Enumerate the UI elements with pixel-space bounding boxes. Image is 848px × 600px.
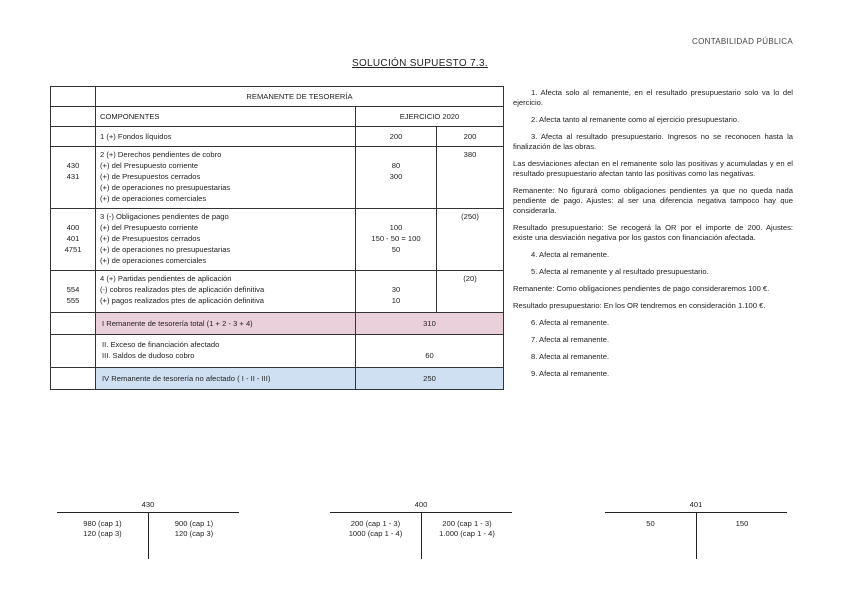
note-remanente-2: Remanente: Como obligaciones pendientes de pago consideraremos 100 €. <box>513 284 770 293</box>
notes-column <box>513 88 793 386</box>
note-2: 2. Afecta tanto al remanente como al ejercicio presupuestario. <box>531 115 740 124</box>
cobro-codes: 430 431 <box>51 147 96 209</box>
cobro-values: 80 300 <box>356 147 437 209</box>
t-account-credit: 150 <box>735 519 749 528</box>
t-account-title: 430 <box>141 500 155 509</box>
exceso-value: 60 <box>356 335 504 368</box>
pago-codes: 400 401 4751 <box>51 209 96 271</box>
fondos-value-a: 200 <box>356 127 437 147</box>
partidas-values: 30 10 <box>356 271 437 313</box>
table-header-row <box>51 107 504 127</box>
t-account-title: 400 <box>414 500 428 509</box>
partidas-codes: 554 555 <box>51 271 96 313</box>
note-8: 8. Afecta al remanente. <box>531 352 610 361</box>
partidas-total: (20) <box>437 271 504 313</box>
t-account-title: 401 <box>689 500 703 509</box>
cobro-total: 380 <box>437 147 504 209</box>
note-desviaciones: Las desviaciones afectan en el remanente solo las positivas y acumuladas y en el resultado presupuestario afectan tanto las positivas como las negativas. <box>513 159 793 178</box>
t-account-debit: 50 <box>605 513 697 559</box>
t-account-debit: 980 (cap 1) 120 (cap 3) <box>57 513 149 559</box>
table-heading: REMANENTE DE TESORERÍA <box>96 87 504 107</box>
note-6: 6. Afecta al remanente. <box>531 318 610 327</box>
partidas-lines: 4 (+) Partidas pendientes de aplicación (-) cobros realizados ptes de aplicación definitiva (+) pagos realizados ptes de aplicación definitiva <box>96 271 356 313</box>
note-resultado-2: Resultado presupuestario: En los OR tendremos en consideración 1.100 €. <box>513 301 766 310</box>
row-partidas <box>51 271 504 313</box>
page-title: SOLUCIÓN SUPUESTO 7.3. <box>352 58 488 69</box>
pago-lines: 3 (-) Obligaciones pendientes de pago (+) del Presupuesto corriente (+) de Presupuestos cerrados (+) de operaciones no presupuestarias (+) de operaciones comerciales <box>96 209 356 271</box>
row-cobro <box>51 147 504 209</box>
t-account-430 <box>57 500 239 559</box>
note-5: 5. Afecta al remanente y al resultado presupuestario. <box>531 267 709 276</box>
row-pago <box>51 209 504 271</box>
total-remanente-label: I Remanente de tesorería total (1 + 2 - 3 + 4) <box>96 313 356 335</box>
fondos-value-b: 200 <box>437 127 504 147</box>
col-components: COMPONENTES <box>96 107 356 127</box>
note-7: 7. Afecta al remanente. <box>531 335 610 344</box>
cobro-lines: 2 (+) Derechos pendientes de cobro (+) del Presupuesto corriente (+) de Presupuestos cerrados (+) de operaciones no presupuestarias (+) de operaciones comerciales <box>96 147 356 209</box>
note-resultado-1: Resultado presupuestario: Se recogerá la OR por el importe de 200. Ajustes: existe una desviación negativa por los gastos con financiación afectada. <box>513 223 793 242</box>
no-afectado-label: IV Remanente de tesorería no afectado ( I - II - III) <box>96 368 356 390</box>
note-remanente-1: Remanente: No figurará como obligaciones pendientes ya que no queda nada pendiente de pago. Ajustes: al ser una diferencia negativa tampoco hay que considerarla. <box>513 186 793 215</box>
total-remanente-value: 310 <box>356 313 504 335</box>
fondos-label: 1 (+) Fondos líquidos <box>96 127 356 147</box>
t-account-400 <box>330 500 512 559</box>
section-header: CONTABILIDAD PÚBLICA <box>692 37 793 46</box>
no-afectado-value: 250 <box>356 368 504 390</box>
row-fondos <box>51 127 504 147</box>
pago-values: 100 150 - 50 = 100 50 <box>356 209 437 271</box>
note-9: 9. Afecta al remanente. <box>531 369 610 378</box>
row-total-remanente <box>51 313 504 335</box>
t-account-credit: 900 (cap 1) 120 (cap 3) <box>174 519 214 538</box>
t-account-401 <box>605 500 787 559</box>
t-account-debit: 200 (cap 1 - 3) 1000 (cap 1 - 4) <box>330 513 422 559</box>
note-1: 1. Afecta solo al remanente, en el resultado presupuestario solo va lo del ejercicio. <box>513 88 793 107</box>
table-heading-row <box>51 87 504 107</box>
t-account-credit: 200 (cap 1 - 3) 1.000 (cap 1 - 4) <box>439 519 495 538</box>
col-year: EJERCICIO 2020 <box>356 107 504 127</box>
note-3: 3. Afecta al resultado presupuestario. Ingresos no se reconocen hasta la finalización de las obras. <box>513 132 793 151</box>
exceso-lines: II. Exceso de financiación afectado III. Saldos de dudoso cobro <box>96 335 356 368</box>
row-no-afectado <box>51 368 504 390</box>
note-4: 4. Afecta al remanente. <box>531 250 610 259</box>
row-exceso <box>51 335 504 368</box>
remanente-table <box>50 86 504 390</box>
pago-total: (250) <box>437 209 504 271</box>
